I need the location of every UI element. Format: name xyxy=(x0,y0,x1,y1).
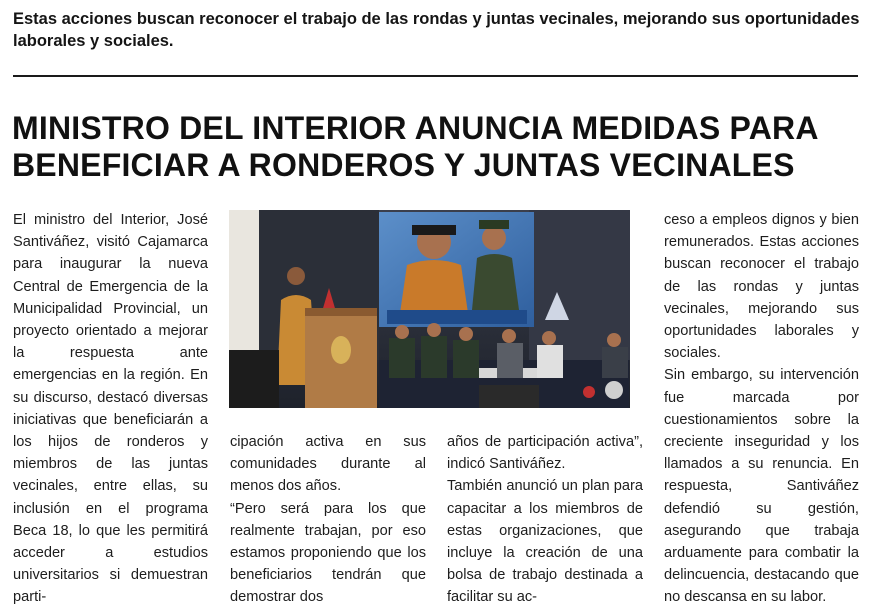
headline: MINISTRO DEL INTERIOR ANUNCIA MEDIDAS PARA BENEFICIAR A RONDEROS Y JUNTAS VECINALES xyxy=(12,110,818,183)
article-column-2 xyxy=(230,431,426,609)
article-paragraph: ceso a empleos dignos y bien remunerados. Estas acciones buscan reconocer el trabajo de las rondas y juntas vecinales, mejorando sus oportunidades laborales y sociales. xyxy=(664,212,859,362)
article-paragraph: años de participación activa”, indicó Santiváñez. xyxy=(447,434,643,473)
divider-rule xyxy=(13,75,858,77)
article-paragraph: También anunció un plan para capacitar a los miembros de estas organizaciones, que incluye la creación de una bolsa de trabajo destinada a facilitar su ac- xyxy=(447,478,643,606)
lede-summary: Estas acciones buscan reconocer el trabajo de las rondas y juntas vecinales, mejorando sus oportunidades laborales y sociales. xyxy=(13,10,860,50)
article-column-1 xyxy=(13,209,208,609)
article-column-3 xyxy=(447,431,643,609)
article-paragraph: cipación activa en sus comunidades durante al menos dos años. xyxy=(230,434,426,495)
article-paragraph: “Pero será para los que realmente trabajan, por eso estamos proponiendo que los beneficiarios tendrán que demostrar dos xyxy=(230,500,426,606)
article-paragraph: El ministro del Interior, José Santiváñez, visitó Cajamarca para inaugurar la nueva Central de Emergencia de la Municipalidad Provincial, un proyecto orientado a mejorar la respuesta ante emergencias en la región. En su discurso, destacó diversas iniciativas que beneficiarán a los hijos de ronderos y miembros de las juntas vecinales, entre ellas, su inclusión en el programa Beca 18, lo que les permitirá acceder a estudios universitarios si demuestran parti- xyxy=(13,212,208,606)
event-photo xyxy=(229,210,630,408)
event-photo-illustration xyxy=(229,210,630,408)
article-column-4 xyxy=(664,209,859,609)
article-paragraph: Sin embargo, su intervención fue marcada por cuestionamientos sobre la creciente inseguridad y los llamados a su renuncia. En respuesta, Santiváñez defendió su gestión, asegurando que trabaja arduamente para combatir la delincuencia, destacando que no descansa en su labor. xyxy=(664,367,859,606)
